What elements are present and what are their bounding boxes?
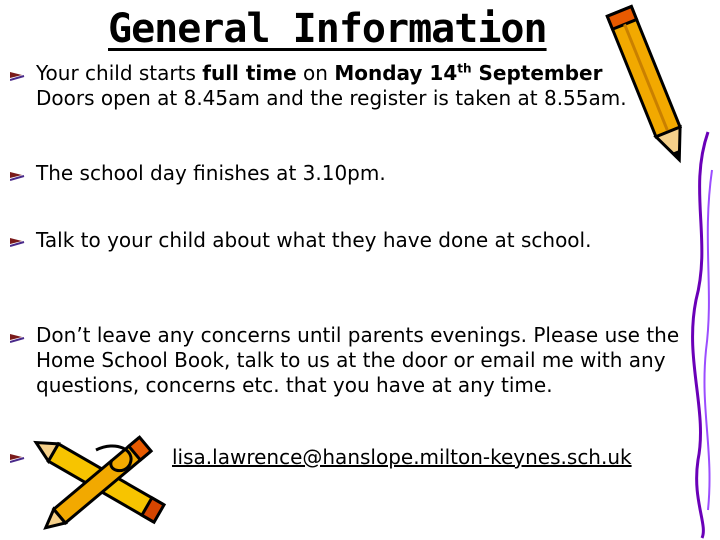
- text-segment: Your child starts: [36, 61, 203, 85]
- page-title: General Information: [108, 6, 547, 52]
- bullet-icon: [10, 70, 26, 82]
- paragraph-concerns: Don’t leave any concerns until parents evenings. Please use the Home School Book, talk to us at the door or email me with any questions, concerns etc. that you have at any time.: [36, 323, 680, 397]
- pencils-icon: [26, 420, 176, 540]
- text-doors-open: Doors open at 8.45am and the register is taken at 8.55am.: [36, 86, 627, 110]
- paragraph-day-finish: The school day finishes at 3.10pm.: [36, 161, 386, 185]
- text-bold-month: September: [471, 61, 603, 85]
- bullet-icon: [10, 332, 26, 344]
- paragraph-talk-to-child: Talk to your child about what they have done at school.: [36, 228, 592, 252]
- email-link[interactable]: lisa.lawrence@hanslope.milton-keynes.sch.uk: [172, 445, 632, 469]
- text-bold-date: Monday 14: [334, 61, 458, 85]
- text-bold-full-time: full time: [202, 61, 297, 85]
- bullet-icon: [10, 452, 26, 464]
- text-segment: on: [296, 61, 335, 85]
- paragraph-full-time-start: [36, 61, 686, 111]
- swirl-line-icon: [678, 130, 718, 540]
- bullet-icon: [10, 236, 26, 248]
- text-superscript: th: [457, 61, 472, 76]
- bullet-icon: [10, 170, 26, 182]
